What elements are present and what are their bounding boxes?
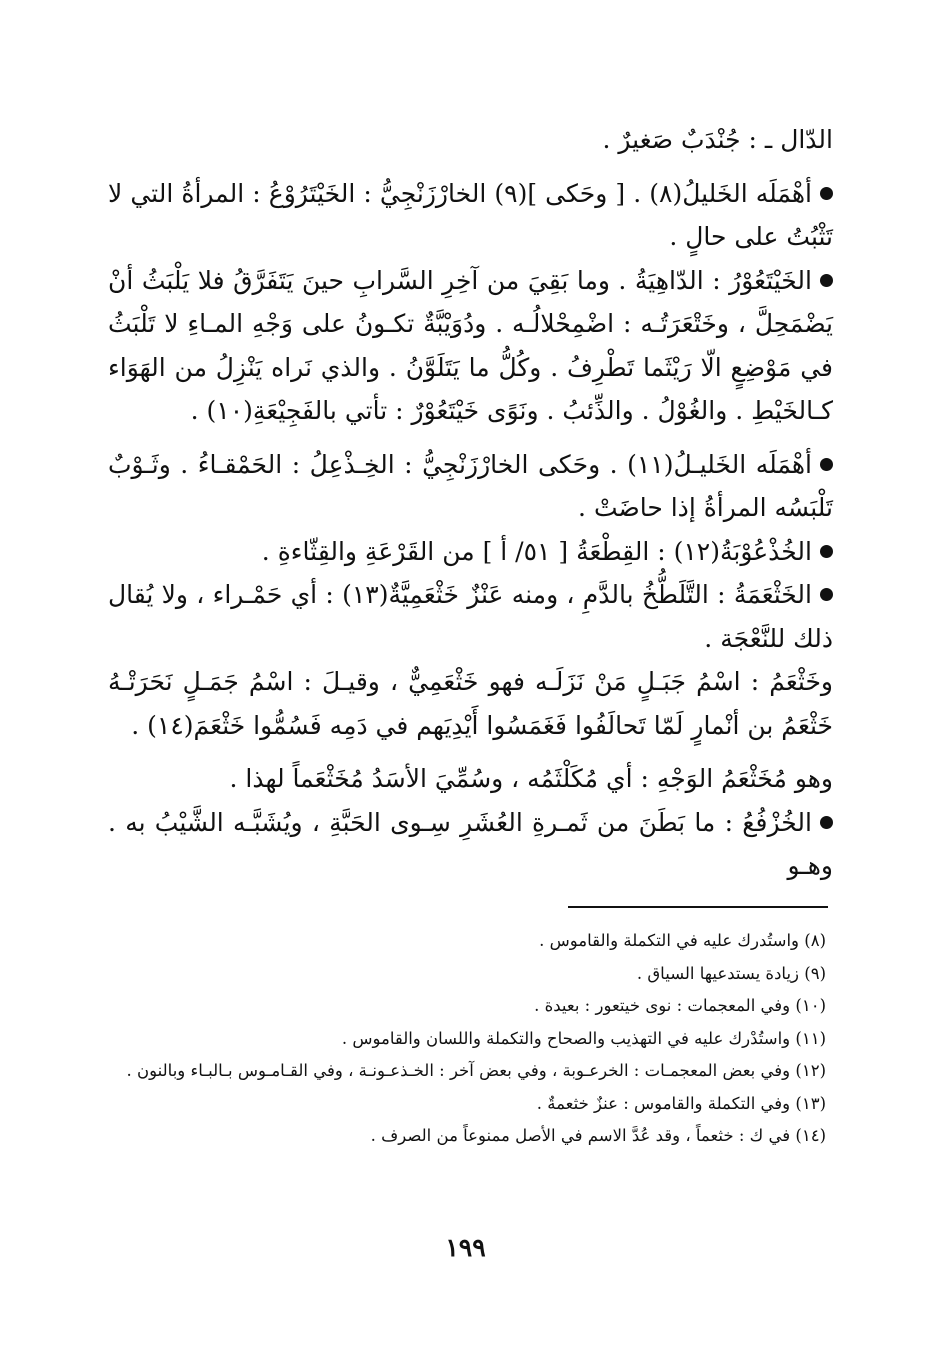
paragraph-8: [108, 757, 833, 801]
bullet-marker: [820, 187, 833, 200]
footnote-14: (١٤) في ك : خثعماً ، وقد عُدَّ الاسم في الأصل ممنوعاً من الصرف .: [370, 1126, 826, 1145]
paragraph-3: [108, 259, 833, 433]
paragraph-text: الخَيْتَعُوْرُ : الدّاهِيَةُ . وما بَقِيَ من آخِرِ السَّرابِ حينَ يَتَفَرَّقُ فلا يَلْبَثُ أنْ يَضْمَحِلَّ ، وخَتْعَرَتُـه : اضْمِحْلالُـه . ودُوَيْبَّةٌ تكـونُ على وَجْهِ المـاءِ لا تَلْبَثُ في مَوْضِعٍ الّا رَيْثَما تَطْرِفُ . وكُلُّ ما يَتَلَوَّنُ . والذي نَراه يَنْزِلُ من الهَوَاء كـالخَيْطِ . والغُوْلُ . والذِّئبُ . ونَوًى خَيْتَعُوْرٌ : تأتي بالفَجِيْعَةِ(١٠) .: [108, 265, 833, 425]
bullet-marker: [820, 274, 833, 287]
paragraph-7: [108, 660, 833, 747]
footnote-divider: [568, 906, 828, 908]
paragraph-2: [108, 172, 833, 259]
paragraph-text: وخَثْعَمُ : اسْمُ جَبَـلٍ مَنْ نَزَلَـه فهو خَثْعَمِيٌّ ، وقيـلَ : اسْمُ جَمَـلٍ نَحَرَتْـهُ خَثْعَمُ بن أنْمارٍ لَمّا تَحالَفُوا فَغَمَسُوا أَيْدِيَهم في دَمِه فَسُمُّوا خَثْعَمَ(١٤) .: [108, 667, 833, 740]
paragraph-text: أهْمَلَه الخَليـلُ(١١) . وحَكى الخارْزَنْجِيُّ : الخِـذْعِلُ : الحَمْقـاءُ . وثَـوْبٌ تَلْبَسُه المرأةُ إذا حاضَتْ .: [108, 449, 833, 522]
bullet-marker: [820, 458, 833, 471]
main-text: [108, 118, 833, 888]
paragraph-text: الخَثْعَمَةُ : التَّلَطُّخُ بالدَّمِ ، ومنه عَنْزٌ خَثْعَمِيَّةٌ(١٣) : أي حَمْـراء ، ولا يُقال ذلك للنَّعْجَة .: [108, 580, 833, 653]
footnote-10: (١٠) وفي المعجمات : نوى خيتعور : بعيدة .: [534, 996, 826, 1015]
footnote-9: (٩) زيادة يستدعيها السياق .: [636, 963, 826, 983]
footnote-8: (٨) واستُدرك عليه في التكملة والقاموس .: [539, 931, 826, 950]
paragraph-text: الخُزْفُعُ : ما بَطَنَ من ثَمـرةِ العُشَرِ سِـوى الحَبَّةِ ، ويُشَبَّـه الشَّيْبُ به . وهـو: [108, 807, 833, 880]
paragraph-text: أهْمَلَه الخَليلُ(٨) . [ وحَكى ](٩) الخارْزَنْجِيُّ : الخَيْتَرُوْعُ : المرأةُ التي لا تَثْبُتُ على حالٍ .: [108, 178, 833, 251]
bullet-marker: [820, 588, 833, 601]
paragraph-text: الدّال ـ : جُنْدَبٌ صَغيرٌ .: [602, 125, 833, 154]
footnote-11: (١١) واستُدْرك عليه في التهذيب والصحاح والتكملة واللسان والقاموس .: [341, 1028, 826, 1048]
footnote-12: (١٢) وفي بعض المعجمـات : الخرعـوبة ، وفي بعض آخر : الخـذعـونـة ، وفي القـامـوس بـالبـاء وبالنون .: [126, 1061, 826, 1080]
paragraph-9: [108, 801, 833, 888]
paragraph-4: [108, 443, 833, 530]
paragraph-text: الخُذْعُوْبَةُ(١٢) : القِطْعَةُ [ ٥١/ أ ] من القَرْعَةِ والقِثّاءةِ .: [261, 536, 812, 566]
bullet-marker: [820, 545, 833, 558]
bullet-marker: [820, 816, 833, 829]
paragraph-5: [108, 530, 833, 574]
footnote-13: (١٣) وفي التكملة والقاموس : عنزٌ خثعمةٌ .: [536, 1093, 826, 1113]
paragraph-6: [108, 573, 833, 660]
page-number: ١٩٩: [445, 1233, 486, 1262]
footnotes: [108, 925, 826, 1153]
paragraph-text: وهو مُخَثْعَمُ الوَجْهِ : أي مُكَلْثَمُه ، وسُمِّيَ الأسَدُ مُخَثْعَماً لهذا .: [229, 764, 833, 793]
paragraph-1: [108, 118, 833, 162]
